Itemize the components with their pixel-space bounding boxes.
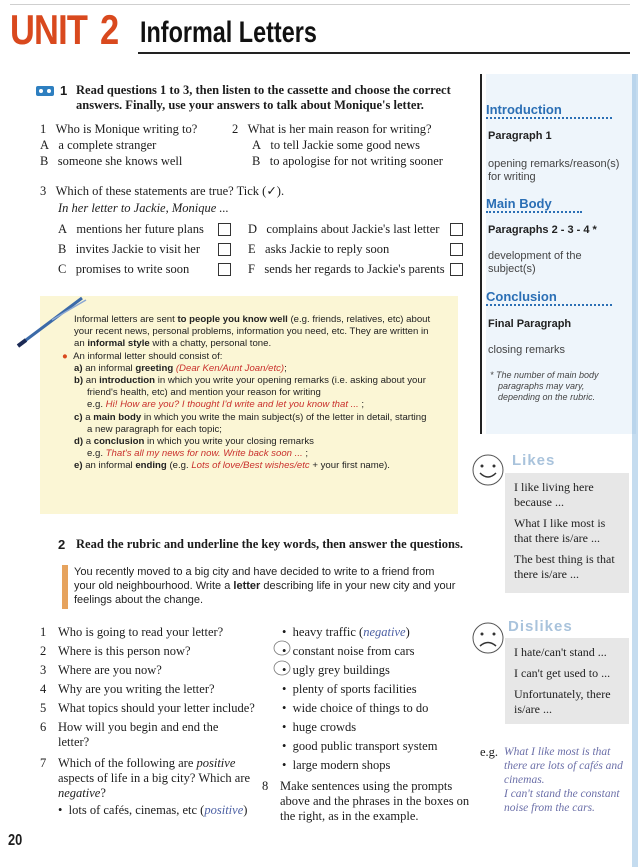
exercise-2-instruction: Read the rubric and underline the key words, then answer the questions. (76, 537, 463, 551)
header-rule (138, 52, 630, 54)
exercise-2-questions: 1 Who is going to read your letter? 2 Where is this person now? 3 Where are you now? 4 Why are you writing the letter? 5 What topics should your letter include? 6 How will you begin and end the letter? 7 Which of the following are positive aspects of life in a big city? Which are negative? • lots of cafés, cinemas, etc (positive) (40, 625, 255, 817)
option-text: to apologise for not writing sooner (269, 154, 443, 168)
option-key: B (40, 154, 49, 168)
pencil-circle-marks (272, 640, 292, 680)
tick-box-f[interactable] (450, 263, 463, 276)
question-number: 1 (40, 122, 47, 136)
main-body-text: development of the subject(s) (488, 250, 582, 275)
conclusion-heading: Conclusion (486, 289, 612, 306)
question-8: 8 Make sentences using the prompts above and the phrases in the boxes on the right, as in the example. (262, 779, 470, 823)
theory-item-a: a) an informal greeting (Dear Ken/Aunt Joan/etc); (74, 362, 287, 374)
theory-line: Informal letters are sent to people you know well (e.g. friends, relatives, etc) about (74, 314, 431, 325)
introduction-heading: Introduction (486, 102, 612, 119)
likes-phrases: I like living here because ... What I like most is that there is/are ... The best thing is that there is/are ... (514, 480, 615, 581)
tick-box-e[interactable] (450, 243, 463, 256)
theory-line: e.g. Hi! How are you? I thought I'd write and let you know that ... ; (87, 399, 365, 411)
q3-option-d (248, 222, 439, 237)
theory-item-d: d) a conclusion in which you write your closing remarks (74, 436, 314, 448)
header-top-line (10, 4, 630, 5)
option-text: to tell Jackie some good news (270, 138, 421, 152)
theory-line: a new paragraph for each topic; (87, 423, 222, 435)
theory-line: an informal style with a chatty, personal tone. (74, 338, 272, 350)
option-text: invites Jackie to visit her (75, 242, 200, 256)
paragraph-note: * The number of main body paragraphs may vary, depending on the rubric. (490, 370, 599, 402)
sidebar-rule (480, 74, 482, 434)
q2-option-a (252, 138, 420, 153)
theory-line: e.g. That's all my news for now. Write back soon ... ; (87, 448, 308, 460)
page-title: Informal Letters (140, 16, 317, 49)
list-item: • large modern shops (282, 758, 391, 772)
exercise-1-number: 1 (60, 83, 68, 98)
list-item: • constant noise from cars (282, 644, 415, 658)
q3-option-c (58, 262, 189, 277)
option-key: A (252, 138, 262, 152)
main-body-heading: Main Body (486, 196, 582, 213)
option-key: C (58, 262, 67, 276)
theory-item-e: e) an informal ending (e.g. Lots of love/Best wishes/etc + your first name). (74, 460, 390, 472)
question-number: 3 (40, 184, 47, 198)
instruction-line: answers. Finally, use your answers to talk about Monique's letter. (76, 98, 424, 112)
theory-text (62, 314, 454, 473)
option-key: A (58, 222, 68, 236)
theory-bullet: ● An informal letter should consist of: (62, 350, 223, 362)
unit-label: UNIT (10, 6, 88, 53)
page-number: 20 (8, 832, 23, 849)
q1-option-a (40, 138, 156, 153)
smiley-icon (470, 452, 506, 488)
introduction-text: opening remarks/reason(s) for writing (488, 158, 620, 183)
q3-option-e (248, 242, 389, 257)
option-text: complains about Jackie's last letter (266, 222, 440, 236)
question-text: Which of these statements are true? Tick (✓). (55, 184, 285, 198)
option-key: A (40, 138, 50, 152)
tick-box-a[interactable] (218, 223, 231, 236)
conclusion-paragraph: Final Paragraph (488, 318, 572, 330)
tick-box-d[interactable] (450, 223, 463, 236)
q3-option-f (248, 262, 445, 277)
question-number: 2 (232, 122, 239, 136)
tick-box-c[interactable] (218, 263, 231, 276)
option-text: someone she knows well (57, 154, 183, 168)
list-item: • ugly grey buildings (282, 663, 390, 677)
theory-line: your recent news, personal problems, information you need, etc. They are written in (74, 326, 429, 338)
question-3-lead: In her letter to Jackie, Monique ... (58, 201, 229, 215)
option-key: B (252, 154, 261, 168)
likes-heading: Likes (512, 452, 556, 469)
dislikes-heading: Dislikes (508, 618, 573, 635)
q2-option-b (252, 154, 443, 169)
option-key: E (248, 242, 256, 256)
main-body-paragraphs: Paragraphs 2 - 3 - 4 * (488, 224, 597, 236)
theory-line: friend's health, etc) and mention your reason for writing (87, 387, 321, 399)
rubric-text: You recently moved to a big city and have decided to write to a friend from your old neighbourhood. Write a letter describing life in your new city and your feelings about the change. (74, 566, 456, 606)
question-text: What is her main reason for writing? (247, 122, 432, 136)
conclusion-text: closing remarks (488, 344, 566, 356)
q3-option-b (58, 242, 200, 257)
theory-item-c: c) a main body in which you write the main subject(s) of the letter in detail, starting (74, 411, 427, 423)
q1-option-b (40, 154, 182, 169)
exercise-1-instruction (76, 83, 476, 113)
list-item: • good public transport system (282, 739, 438, 753)
tick-box-b[interactable] (218, 243, 231, 256)
theory-item-b: b) an introduction in which you write your opening remarks (i.e. asking about your (74, 375, 426, 387)
q3-option-a (58, 222, 204, 237)
exercise-2-number: 2 (58, 537, 66, 552)
example-text: What I like most is that there are lots of cafés and cinemas. I can't stand the constant noise from the cars. (504, 746, 623, 814)
page-edge-band (632, 74, 638, 867)
dislikes-phrases: I hate/can't stand ... I can't get used to ... Unfortunately, there is/are ... (514, 645, 611, 716)
introduction-paragraph: Paragraph 1 (488, 130, 552, 142)
option-text: promises to write soon (75, 262, 190, 276)
list-item: • huge crowds (282, 720, 357, 734)
option-text: mentions her future plans (76, 222, 204, 236)
list-item: • wide choice of things to do (282, 701, 429, 715)
instruction-line: Read questions 1 to 3, then listen to the cassette and choose the correct (76, 83, 451, 97)
cassette-icon (36, 86, 54, 96)
list-item: • plenty of sports facilities (282, 682, 417, 696)
option-text: asks Jackie to reply soon (265, 242, 390, 256)
question-3 (40, 184, 284, 199)
option-text: sends her regards to Jackie's parents (264, 262, 445, 276)
example-label: e.g. (480, 745, 499, 759)
option-text: a complete stranger (58, 138, 157, 152)
list-item: • heavy traffic (negative) (282, 625, 410, 639)
option-key: F (248, 262, 255, 276)
rubric-marker (62, 565, 68, 609)
question-1 (40, 122, 197, 137)
option-key: B (58, 242, 67, 256)
sad-face-icon (470, 620, 506, 656)
question-text: Who is Monique writing to? (55, 122, 198, 136)
unit-number: 2 (100, 6, 120, 53)
aspects-list (282, 625, 472, 777)
option-key: D (248, 222, 258, 236)
question-2 (232, 122, 432, 137)
